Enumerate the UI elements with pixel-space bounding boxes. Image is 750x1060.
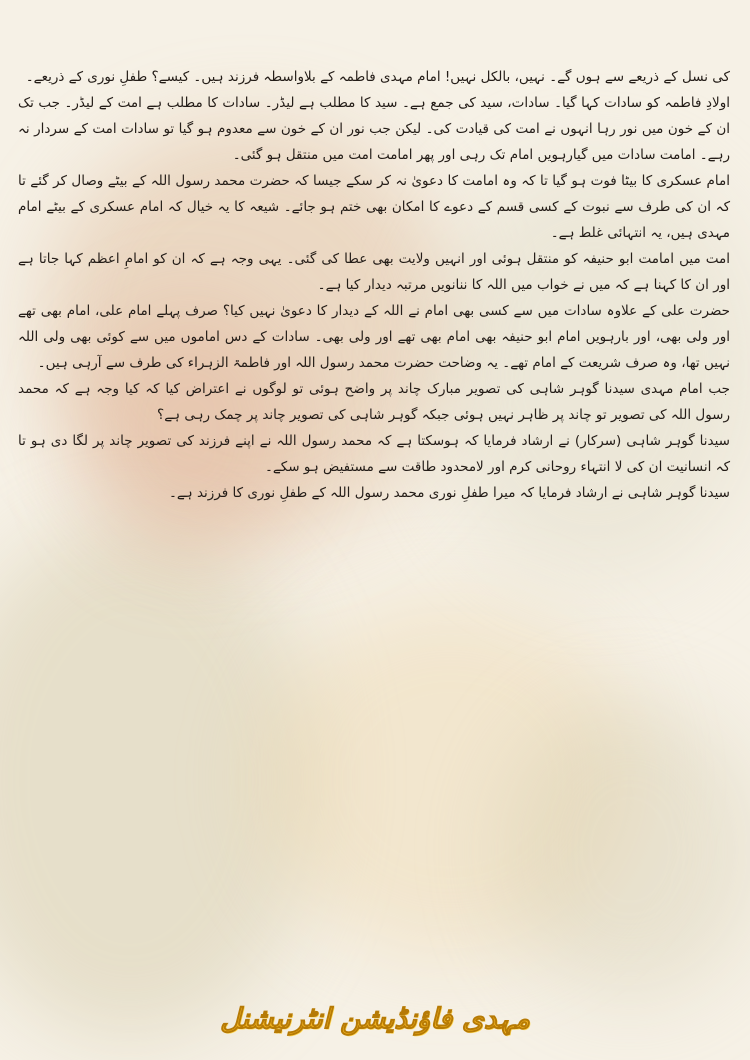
paragraph: جب امام مہدی سیدنا گوہر شاہی کی تصویر مبارک چاند پر واضح ہوئی تو لوگوں نے اعتراض کیا کہ کیا وجہ ہے کہ محمد رسول اللہ کی تصویر تو چاند پر ظاہر نہیں ہوئی جبکہ گوہر شاہی کی تصویر چاند پر چمک رہی ہے؟ <box>18 381 730 423</box>
paragraph: امام عسکری کا بیٹا فوت ہو گیا تا کہ وہ امامت کا دعویٰ نہ کر سکے جیسا کہ حضرت محمد رسول اللہ کے بیٹے وصال کر گئے تا کہ ان کی طرف سے نبوت کے کسی قسم کے دعوے کا امکان بھی ختم ہو جائے۔ شیعہ کا یہ خیال کہ امام عسکری کے بیٹے امام مہدی ہیں، یہ انتہائی غلط ہے۔ <box>18 173 730 241</box>
background-wash <box>500 700 750 1000</box>
article-body <box>18 64 730 506</box>
paragraph: امت میں امامت ابو حنیفہ کو منتقل ہوئی اور انہیں ولایت بھی عطا کی گئی۔ یہی وجہ ہے کہ ان کو امامِ اعظم کہا جاتا ہے اور ان کا کہنا ہے کہ میں نے خواب میں اللہ کا ننانویں مرتبہ دیدار کیا ہے۔ <box>18 251 730 293</box>
paragraph: اولادِ فاطمہ کو سادات کہا گیا۔ سادات، سید کی جمع ہے۔ سید کا مطلب ہے لیڈر۔ سادات کا مطلب ہے امت کے لیڈر۔ جب تک ان کے خون میں نور رہا انہوں نے امت کی قیادت کی۔ لیکن جب نور ان کے خون سے معدوم ہو گیا تو سادات امت کے سردار نہ رہے۔ امامت سادات میں گیارہویں امام تک رہی اور پھر امامت امت میں منتقل ہو گئی۔ <box>18 95 730 163</box>
paragraph: حضرت علی کے علاوہ سادات میں سے کسی بھی امام نے اللہ کے دیدار کا دعویٰ نہیں کیا؟ صرف پہلے امام علی، امام بھی تھے اور ولی بھی، اور بارہویں امام ابو حنیفہ بھی امام بھی تھے اور ولی بھی۔ سادات کے دس اماموں میں سے کوئی بھی ولی اللہ نہیں تھا، وہ صرف شریعت کے امام تھے۔ یہ وضاحت حضرت محمد رسول اللہ اور فاطمۃ الزہراء کی طرف سے آرہی ہیں۔ <box>18 303 730 371</box>
paragraph: کی نسل کے ذریعے سے ہوں گے۔ نہیں، بالکل نہیں! امام مہدی فاطمہ کے بلاواسطہ فرزند ہیں۔ کیسے؟ طفلِ نوری کے ذریعے۔ <box>25 69 730 85</box>
footer-title: مہدی فاؤنڈیشن انٹرنیشنل <box>220 1002 530 1035</box>
paragraph: سیدنا گوہر شاہی نے ارشاد فرمایا کہ میرا طفلِ نوری محمد رسول اللہ کے طفلِ نوری کا فرزند ہے۔ <box>168 485 730 501</box>
paragraph: سیدنا گوہر شاہی (سرکار) نے ارشاد فرمایا کہ ہوسکتا ہے کہ محمد رسول اللہ نے اپنے فرزند کی تصویر چاند پر لگا دی ہو تا کہ انسانیت ان کی لا انتہاء روحانی کرم اور لامحدود طاقت سے مستفیض ہو سکے۔ <box>18 433 730 475</box>
